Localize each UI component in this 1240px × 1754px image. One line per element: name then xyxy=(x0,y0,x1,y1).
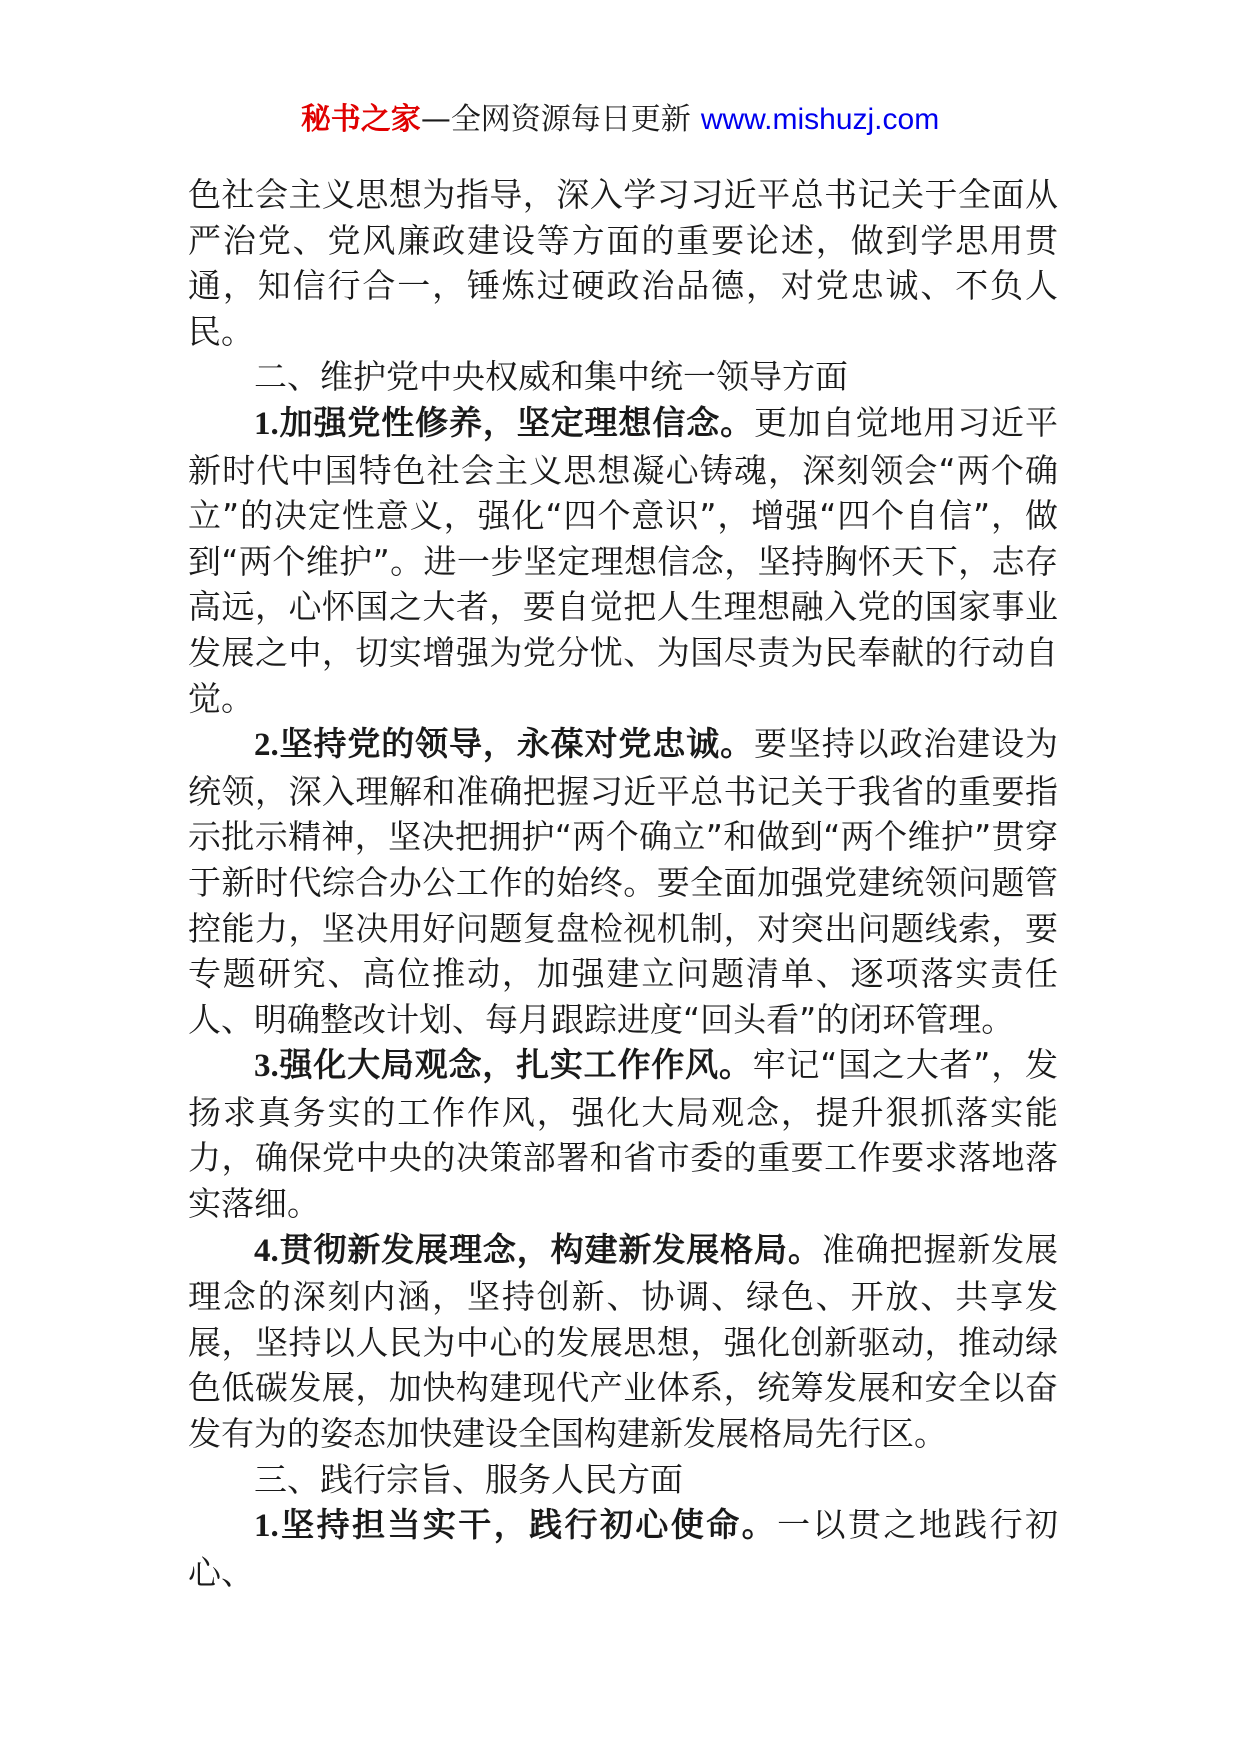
site-url-link[interactable]: www.mishuzj.com xyxy=(700,103,940,136)
item-number: 1. xyxy=(254,1508,279,1545)
section-heading-3 xyxy=(188,1457,1058,1503)
item-number: 4. xyxy=(254,1232,279,1269)
document-body xyxy=(188,172,1058,1595)
item-lead: 坚持担当实干，践行初心使命。 xyxy=(278,1505,778,1545)
paragraph-item-2-3 xyxy=(188,1042,1058,1226)
section-heading-text: 三、践行宗旨、服务人民方面 xyxy=(254,1459,683,1499)
item-number: 2. xyxy=(254,727,279,764)
paragraph-item-2-2 xyxy=(188,721,1058,1042)
item-number: 1. xyxy=(254,405,279,442)
section-heading-2 xyxy=(188,354,1058,400)
section-heading-text: 二、维护党中央权威和集中统一领导方面 xyxy=(254,357,848,397)
page-header xyxy=(0,100,1240,140)
paragraph-item-2-4 xyxy=(188,1227,1058,1457)
brand-name: 秘书之家 xyxy=(300,102,421,137)
header-tagline: —全网资源每日更新 xyxy=(420,102,691,137)
item-text: 要坚持以政治建设为统领，深入理解和准确把握习近平总书记关于我省的重要指示批示精神，坚决把拥护“两个确立”和做到“两个维护”贯穿于新时代综合办公工作的始终。要全面加强党建统领问题管控能力，坚决用好问题复盘检视机制，对突出问题线索，要专题研究、高位推动，加强建立问题清单、逐项落实责任人、明确整改计划、每月跟踪进度“回头看”的闭环管理。 xyxy=(188,724,1059,1039)
item-lead: 坚持党的领导，永葆对党忠诚。 xyxy=(278,724,754,764)
paragraph-text: 色社会主义思想为指导，深入学习习近平总书记关于全面从严治党、党风廉政建设等方面的重要论述，做到学思用贯通，知信行合一，锤炼过硬政治品德，对党忠诚、不负人民。 xyxy=(188,175,1058,351)
paragraph-item-2-1 xyxy=(188,400,1058,721)
item-lead: 强化大局观念，扎实工作作风。 xyxy=(278,1045,753,1085)
item-number: 3. xyxy=(254,1048,279,1085)
item-lead: 贯彻新发展理念，构建新发展格局。 xyxy=(278,1229,822,1269)
item-text: 更加自觉地用习近平新时代中国特色社会主义思想凝心铸魂，深刻领会“两个确立”的决定性意义，强化“四个意识”，增强“四个自信”，做到“两个维护”。进一步坚定理想信念，坚持胸怀天下，志存高远，心怀国之大者，要自觉把人生理想融入党的国家事业发展之中，切实增强为党分忧、为国尽责为民奉献的行动自觉。 xyxy=(188,402,1059,718)
paragraph-item-3-1 xyxy=(188,1502,1058,1595)
paragraph-intro-continuation xyxy=(188,172,1058,354)
item-text: 准确把握新发展理念的深刻内涵，坚持创新、协调、绿色、开放、共享发展，坚持以人民为中心的发展思想，强化创新驱动，推动绿色低碳发展，加快构建现代产业体系，统筹发展和安全以奋发有为的姿态加快建设全国构建新发展格局先行区。 xyxy=(188,1229,1059,1454)
item-text: 一以贯之地践行初心、 xyxy=(188,1505,1059,1592)
item-lead: 加强党性修养，坚定理想信念。 xyxy=(278,402,754,442)
item-text: 牢记“国之大者”，发扬求真务实的工作作风，强化大局观念，提升狠抓落实能力，确保党中央的决策部署和省市委的重要工作要求落地落实落细。 xyxy=(188,1045,1058,1224)
